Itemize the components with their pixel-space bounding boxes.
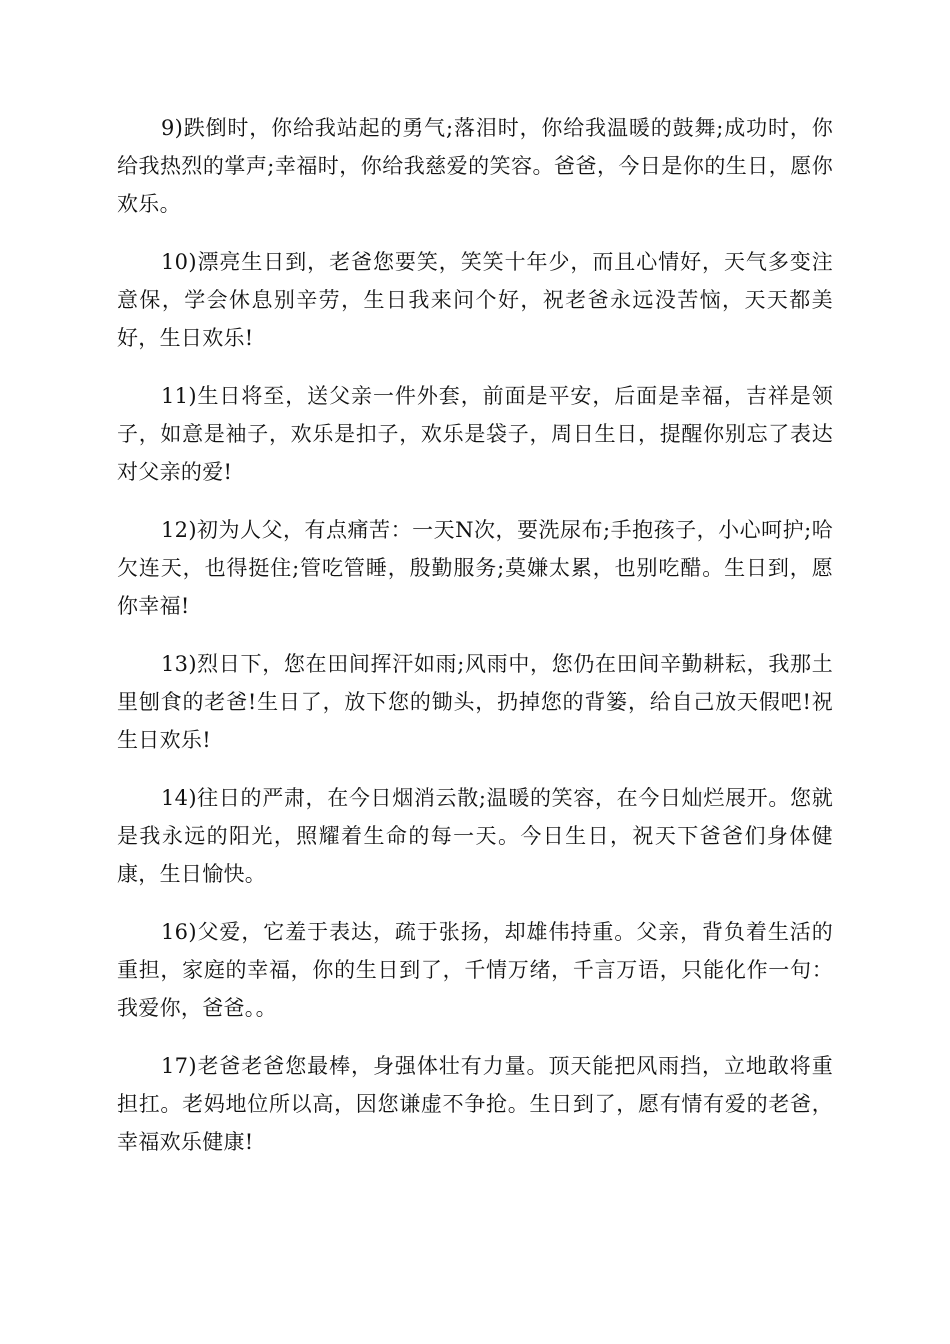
paragraph-13: 13)烈日下，您在田间挥汗如雨;风雨中，您仍在田间辛勤耕耘，我那土里刨食的老爸!生日了，放下您的锄头，扔掉您的背篓，给自己放天假吧!祝生日欢乐! (117, 652, 833, 752)
paragraph-11: 11)生日将至，送父亲一件外套，前面是平安，后面是幸福，吉祥是领子，如意是袖子，欢乐是扣子，欢乐是袋子，周日生日，提醒你别忘了表达对父亲的爱! (117, 384, 833, 484)
document-page (117, 109, 833, 1181)
paragraph-16: 16)父爱，它羞于表达，疏于张扬，却雄伟持重。父亲，背负着生活的重担，家庭的幸福，你的生日到了，千情万绪，千言万语，只能化作一句：我爱你，爸爸。。 (117, 920, 833, 1020)
paragraph-9: 9)跌倒时，你给我站起的勇气;落泪时，你给我温暖的鼓舞;成功时，你给我热烈的掌声;幸福时，你给我慈爱的笑容。爸爸，今日是你的生日，愿你欢乐。 (117, 116, 833, 216)
paragraph-12: 12)初为人父，有点痛苦：一天N次，要洗尿布;手抱孩子，小心呵护;哈欠连天，也得挺住;管吃管睡，殷勤服务;莫嫌太累，也别吃醋。生日到，愿你幸福! (117, 518, 833, 618)
paragraph-14: 14)往日的严肃，在今日烟消云散;温暖的笑容，在今日灿烂展开。您就是我永远的阳光，照耀着生命的每一天。今日生日，祝天下爸爸们身体健康，生日愉快。 (117, 786, 833, 886)
paragraph-10: 10)漂亮生日到，老爸您要笑，笑笑十年少，而且心情好，天气多变注意保，学会休息别辛劳，生日我来问个好，祝老爸永远没苦恼，天天都美好，生日欢乐! (117, 250, 833, 350)
paragraph-17: 17)老爸老爸您最棒，身强体壮有力量。顶天能把风雨挡，立地敢将重担扛。老妈地位所以高，因您谦虚不争抢。生日到了，愿有情有爱的老爸，幸福欢乐健康! (117, 1054, 833, 1154)
